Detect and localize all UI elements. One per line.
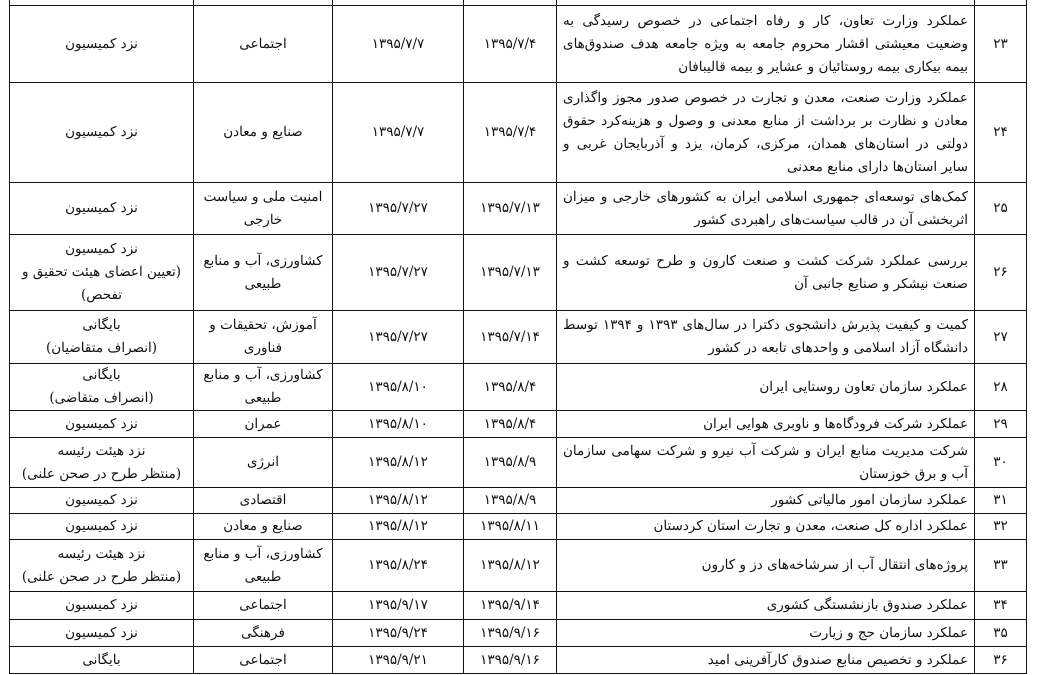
row-subject: عملکرد صندوق بازنشستگی کشوری <box>557 592 975 620</box>
status-note: (انصراف متقاضی) <box>49 390 154 406</box>
status-label: نزد کمیسیون <box>65 124 138 140</box>
row-subject: عملکرد اداره کل صنعت، معدن و تجارت استان کردستان <box>557 514 975 540</box>
row-subject: پروژه‌های انتقال آب از سرشاخه‌های دز و کارون <box>557 540 975 592</box>
status-label: بایگانی <box>82 651 121 668</box>
table-row <box>10 438 1027 488</box>
row-status <box>10 6 194 83</box>
row-committee: کشاورزی، آب و منابع طبیعی <box>194 235 333 311</box>
row-referral-date: ۱۳۹۵/۸/۱۲ <box>333 488 464 514</box>
row-committee: اقتصادی <box>194 488 333 514</box>
table-row <box>10 620 1027 647</box>
row-status <box>10 514 194 540</box>
table-row <box>10 540 1027 592</box>
table-row <box>10 488 1027 514</box>
row-submission-date: ۱۳۹۵/۸/۱۱ <box>464 514 557 540</box>
row-committee: صنایع و معادن <box>194 514 333 540</box>
table-row <box>10 83 1027 183</box>
row-submission-date: ۱۳۹۵/۹/۱۶ <box>464 620 557 647</box>
row-status <box>10 183 194 235</box>
row-status <box>10 488 194 514</box>
row-committee: عمران <box>194 411 333 438</box>
row-number: ۲۷ <box>975 311 1027 364</box>
row-status <box>10 411 194 438</box>
row-submission-date: ۱۳۹۵/۸/۱۲ <box>464 540 557 592</box>
row-number: ۳۶ <box>975 647 1027 674</box>
table-row <box>10 311 1027 364</box>
row-submission-date: ۱۳۹۵/۸/۴ <box>464 411 557 438</box>
row-referral-date: ۱۳۹۵/۷/۷ <box>333 83 464 183</box>
row-referral-date: ۱۳۹۵/۷/۲۷ <box>333 183 464 235</box>
row-status <box>10 540 194 592</box>
status-label: نزد کمیسیون <box>65 518 138 534</box>
row-number: ۲۸ <box>975 364 1027 411</box>
row-status <box>10 83 194 183</box>
row-referral-date: ۱۳۹۵/۹/۱۷ <box>333 592 464 620</box>
row-number: ۲۳ <box>975 6 1027 83</box>
table-row <box>10 364 1027 411</box>
table-row <box>10 6 1027 83</box>
row-referral-date: ۱۳۹۵/۹/۲۴ <box>333 620 464 647</box>
row-committee: انرژی <box>194 438 333 488</box>
row-number: ۲۹ <box>975 411 1027 438</box>
row-referral-date: ۱۳۹۵/۸/۱۲ <box>333 514 464 540</box>
row-number: ۳۱ <box>975 488 1027 514</box>
table-row <box>10 592 1027 620</box>
row-subject: عملکرد سازمان امور مالیاتی کشور <box>557 488 975 514</box>
status-label: نزد کمیسیون <box>65 35 138 52</box>
row-status <box>10 592 194 620</box>
status-note: (تعیین اعضای هیئت تحقیق و تفحص) <box>22 264 181 303</box>
row-committee: امنیت ملی و سیاست خارجی <box>194 183 333 235</box>
row-referral-date: ۱۳۹۵/۸/۱۰ <box>333 364 464 411</box>
row-referral-date: ۱۳۹۵/۷/۲۷ <box>333 235 464 311</box>
status-label: نزد کمیسیون <box>65 415 138 432</box>
row-number: ۲۵ <box>975 183 1027 235</box>
row-referral-date: ۱۳۹۵/۸/۱۰ <box>333 411 464 438</box>
row-submission-date: ۱۳۹۵/۹/۱۴ <box>464 592 557 620</box>
status-label: بایگانی <box>82 367 121 383</box>
row-status <box>10 235 194 311</box>
status-label: نزد هیئت رئیسه <box>57 545 146 562</box>
row-committee: آموزش، تحقیقات و فناوری <box>194 311 333 364</box>
row-status <box>10 364 194 411</box>
row-submission-date: ۱۳۹۵/۹/۱۶ <box>464 647 557 674</box>
row-referral-date: ۱۳۹۵/۸/۱۲ <box>333 438 464 488</box>
row-subject: کمک‌های توسعه‌ای جمهوری اسلامی ایران به کشورهای خارجی و میزان اثربخشی آن در قالب سیاست‌های راهبردی کشور <box>557 183 975 235</box>
row-subject: بررسی عملکرد شرکت کشت و صنعت کارون و طرح توسعه کشت و صنعت نیشکر و صنایع جانبی آن <box>557 235 975 311</box>
row-subject: عملکرد سازمان تعاون روستایی ایران <box>557 364 975 411</box>
table-row <box>10 183 1027 235</box>
status-note: (منتظر طرح در صحن علنی) <box>21 465 182 482</box>
inquiry-table <box>9 0 1027 674</box>
row-submission-date: ۱۳۹۵/۷/۱۳ <box>464 235 557 311</box>
row-number: ۲۶ <box>975 235 1027 311</box>
row-number: ۳۳ <box>975 540 1027 592</box>
row-subject: عملکرد و تخصیص منابع صندوق کارآفرینی امید <box>557 647 975 674</box>
row-number: ۳۴ <box>975 592 1027 620</box>
row-committee: صنایع و معادن <box>194 83 333 183</box>
row-committee: کشاورزی، آب و منابع طبیعی <box>194 540 333 592</box>
row-subject: عملکرد وزارت صنعت، معدن و تجارت در خصوص صدور مجوز واگذاری معادن و نظارت بر برداشت از منابع معدنی و وصول و هزینه‌کرد حقوق دولتی در استان‌های همدان، مرکزی، کرمان، یزد و آذربایجان غربی و سایر استان‌ها دارای منابع معدنی <box>557 83 975 183</box>
row-subject: شرکت مدیریت منابع ایران و شرکت آب نیرو و شرکت سهامی سازمان آب و برق خوزستان <box>557 438 975 488</box>
row-committee: اجتماعی <box>194 647 333 674</box>
row-referral-date: ۱۳۹۵/۷/۷ <box>333 6 464 83</box>
row-number: ۲۴ <box>975 83 1027 183</box>
row-subject: عملکرد وزارت تعاون، کار و رفاه اجتماعی در خصوص رسیدگی به وضعیت معیشتی اقشار محروم جامعه به ویژه جامعه هدف صندوق‌های بیمه بیکاری بیمه روستائیان و عشایر و بیمه قالیبافان <box>557 6 975 83</box>
row-referral-date: ۱۳۹۵/۸/۲۴ <box>333 540 464 592</box>
status-label: نزد کمیسیون <box>65 492 138 508</box>
row-subject: کمیت و کیفیت پذیرش دانشجوی دکترا در سال‌های ۱۳۹۳ و ۱۳۹۴ توسط دانشگاه آزاد اسلامی و واحدهای تابعه در کشور <box>557 311 975 364</box>
row-referral-date: ۱۳۹۵/۷/۲۷ <box>333 311 464 364</box>
row-subject: عملکرد شرکت فرودگاه‌ها و ناوبری هوایی ایران <box>557 411 975 438</box>
table-row <box>10 411 1027 438</box>
row-number: ۳۲ <box>975 514 1027 540</box>
row-submission-date: ۱۳۹۵/۷/۱۳ <box>464 183 557 235</box>
row-committee: اجتماعی <box>194 6 333 83</box>
row-status <box>10 620 194 647</box>
row-number: ۳۰ <box>975 438 1027 488</box>
status-note: (منتظر طرح در صحن علنی) <box>21 568 182 585</box>
status-note: (انصراف متقاضیان) <box>45 340 158 356</box>
status-label: بایگانی <box>82 317 121 333</box>
row-referral-date: ۱۳۹۵/۹/۲۱ <box>333 647 464 674</box>
table-row <box>10 514 1027 540</box>
status-label: نزد کمیسیون <box>65 241 138 257</box>
status-label: نزد هیئت رئیسه <box>57 442 146 459</box>
row-status <box>10 311 194 364</box>
row-submission-date: ۱۳۹۵/۷/۴ <box>464 6 557 83</box>
row-submission-date: ۱۳۹۵/۷/۱۴ <box>464 311 557 364</box>
row-submission-date: ۱۳۹۵/۸/۴ <box>464 364 557 411</box>
status-label: نزد کمیسیون <box>65 200 138 216</box>
row-submission-date: ۱۳۹۵/۸/۹ <box>464 438 557 488</box>
row-status <box>10 438 194 488</box>
table-row <box>10 647 1027 674</box>
row-committee: اجتماعی <box>194 592 333 620</box>
row-status <box>10 647 194 674</box>
row-submission-date: ۱۳۹۵/۸/۹ <box>464 488 557 514</box>
row-number: ۳۵ <box>975 620 1027 647</box>
document-page <box>9 0 1027 674</box>
row-committee: کشاورزی، آب و منابع طبیعی <box>194 364 333 411</box>
table-row <box>10 235 1027 311</box>
status-label: نزد کمیسیون <box>65 624 138 641</box>
row-submission-date: ۱۳۹۵/۷/۴ <box>464 83 557 183</box>
row-subject: عملکرد سازمان حج و زیارت <box>557 620 975 647</box>
row-committee: فرهنگی <box>194 620 333 647</box>
status-label: نزد کمیسیون <box>65 597 138 613</box>
